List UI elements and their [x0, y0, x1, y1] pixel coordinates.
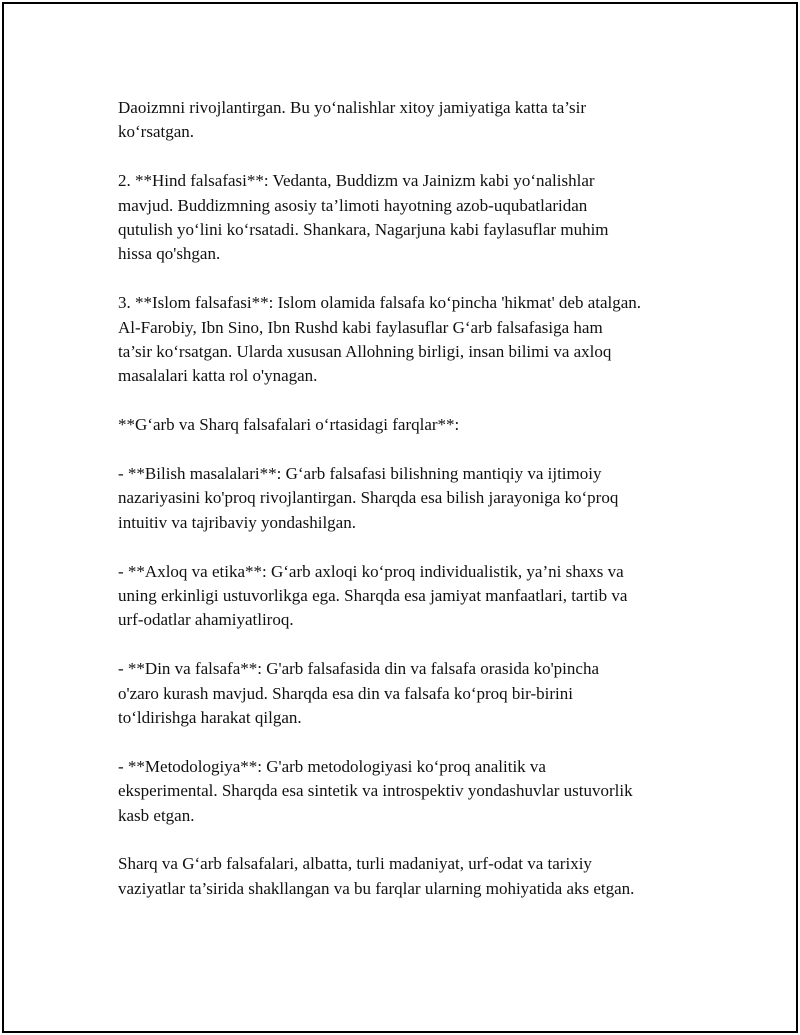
text-line: Al-Farobiy, Ibn Sino, Ibn Rushd kabi faylasuflar G‘arb falsafasiga ham — [118, 317, 603, 337]
text-line: urf-odatlar ahamiyatliroq. — [118, 610, 294, 630]
paragraph — [118, 462, 718, 535]
text-line: 3. **Islom falsafasi**: Islom olamida falsafa ko‘pincha 'hikmat' deb atalgan. — [118, 293, 642, 313]
text-line: - **Metodologiya**: G'arb metodologiyasi ko‘proq analitik va — [118, 756, 546, 776]
text-line: Daoizmni rivojlantirgan. Bu yo‘nalishlar xitoy jamiyatiga katta ta’sir — [118, 98, 587, 117]
text-line: kasb etgan. — [118, 805, 195, 825]
text-line: uning erkinligi ustuvorlikga ega. Sharqda esa jamiyat manfaatlari, tartib va — [118, 586, 628, 606]
text-line: ta’sir ko‘rsatgan. Ularda xususan Allohning birligi, insan bilimi va axloq — [118, 342, 612, 362]
text-line: hissa qo'shgan. — [118, 244, 221, 264]
text-line: - **Axloq va etika**: G‘arb axloqi ko‘proq individualistik, ya’ni shaxs va — [118, 561, 624, 581]
text-line: intuitiv va tajribaviy yondashilgan. — [118, 512, 356, 532]
paragraph — [118, 96, 718, 145]
paragraph — [118, 852, 718, 901]
document-body — [118, 96, 718, 926]
text-line: - **Bilish masalalari**: G‘arb falsafasi bilishning mantiqiy va ijtimoiy — [118, 464, 602, 484]
text-line: Sharq va G‘arb falsafalari, albatta, turli madaniyat, urf-odat va tarixiy — [118, 854, 592, 874]
text-line: 2. **Hind falsafasi**: Vedanta, Buddizm va Jainizm kabi yo‘nalishlar — [118, 171, 595, 191]
paragraph — [118, 169, 718, 267]
paragraph — [118, 755, 718, 828]
paragraph — [118, 291, 718, 389]
text-line: - **Din va falsafa**: G'arb falsafasida din va falsafa orasida ko'pincha — [118, 659, 599, 679]
text-line: ko‘rsatgan. — [118, 122, 195, 142]
text-line: vaziyatlar ta’sirida shakllangan va bu farqlar ularning mohiyatida aks etgan. — [118, 878, 635, 898]
text-line: **G‘arb va Sharq falsafalari o‘rtasidagi farqlar**: — [118, 415, 460, 435]
text-line: masalalari katta rol o'ynagan. — [118, 366, 318, 386]
text-line: o'zaro kurash mavjud. Sharqda esa din va falsafa ko‘proq bir-birini — [118, 683, 573, 703]
paragraph — [118, 413, 718, 437]
text-line: qutulish yo‘lini ko‘rsatadi. Shankara, Nagarjuna kabi faylasuflar muhim — [118, 220, 609, 240]
text-line: eksperimental. Sharqda esa sintetik va introspektiv yondashuvlar ustuvorlik — [118, 781, 633, 801]
text-line: mavjud. Buddizmning asosiy ta’limoti hayotning azob-uqubatlaridan — [118, 195, 588, 215]
text-line: nazariyasini ko'proq rivojlantirgan. Sharqda esa bilish jarayoniga ko‘proq — [118, 488, 619, 508]
paragraph — [118, 560, 718, 633]
document-page — [2, 2, 798, 1033]
text-line: to‘ldirishga harakat qilgan. — [118, 708, 302, 728]
paragraph — [118, 657, 718, 730]
